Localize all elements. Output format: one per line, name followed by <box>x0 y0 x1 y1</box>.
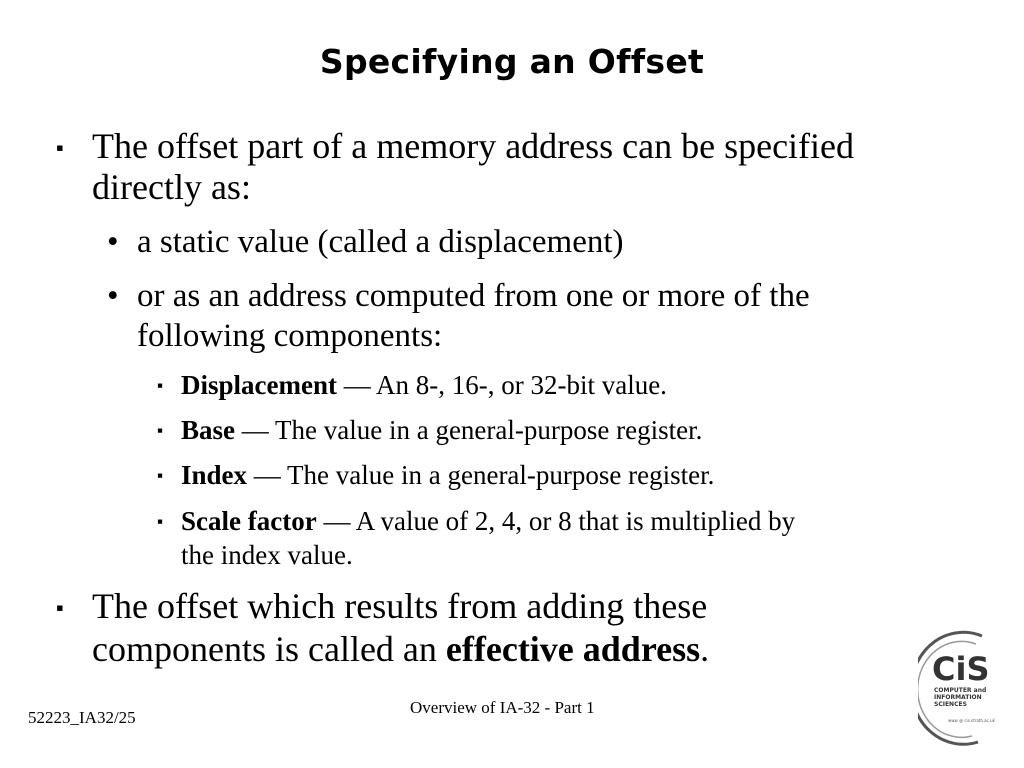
bullet1-line2: directly as: <box>92 167 251 207</box>
bullet2-suffix: . <box>700 629 710 669</box>
bullet1-line1: The offset part of a memory address can be specified <box>92 126 855 166</box>
component-term: Displacement <box>181 370 337 400</box>
logo-line2: INFORMATION <box>934 694 982 701</box>
logo-line1: COMPUTER and <box>934 687 987 694</box>
bullet2-prefix: components is called an <box>92 629 446 669</box>
component-item-scale-factor <box>181 504 795 538</box>
bullet2-line2 <box>92 629 709 670</box>
component-desc: — The value in a general-purpose register. <box>235 415 703 445</box>
component-item-displacement <box>181 368 667 402</box>
effective-address-term: effective address <box>445 629 701 669</box>
square-bullet-icon: ▪ <box>56 595 64 620</box>
sub2-line1: or as an address computed from one or more of the <box>137 278 810 314</box>
course-title: Overview of IA-32 - Part 1 <box>410 698 595 717</box>
component-item-index <box>181 458 714 492</box>
square-bullet-icon: ▪ <box>157 376 164 395</box>
sub2-line2: following components: <box>137 318 443 354</box>
slide-id: 52223_IA32/25 <box>28 708 136 727</box>
component-desc-continued: the index value. <box>181 540 353 570</box>
square-bullet-icon: ▪ <box>157 466 164 485</box>
logo-letters: CiS <box>932 650 990 688</box>
bullet2-line1: The offset which results from adding these <box>92 586 708 626</box>
round-bullet-icon: • <box>107 224 119 260</box>
logo-url: www @ cis.strath.ac.uk <box>948 718 995 723</box>
square-bullet-icon: ▪ <box>157 512 164 531</box>
component-item-base <box>181 413 702 447</box>
component-desc: — A value of 2, 4, or 8 that is multiplied by <box>316 506 796 536</box>
component-term: Index <box>181 460 248 490</box>
component-desc: — The value in a general-purpose register. <box>247 460 715 490</box>
slide-title: Specifying an Offset <box>319 42 705 81</box>
component-term: Base <box>181 415 235 445</box>
square-bullet-icon: ▪ <box>157 421 164 440</box>
component-desc: — An 8-, 16-, or 32-bit value. <box>336 370 667 400</box>
cis-logo <box>918 628 998 748</box>
component-term: Scale factor <box>181 506 317 536</box>
sub1-text: a static value (called a displacement) <box>137 224 624 260</box>
square-bullet-icon: ▪ <box>56 135 64 160</box>
logo-line3: SCIENCES <box>934 701 967 708</box>
round-bullet-icon: • <box>107 278 119 314</box>
